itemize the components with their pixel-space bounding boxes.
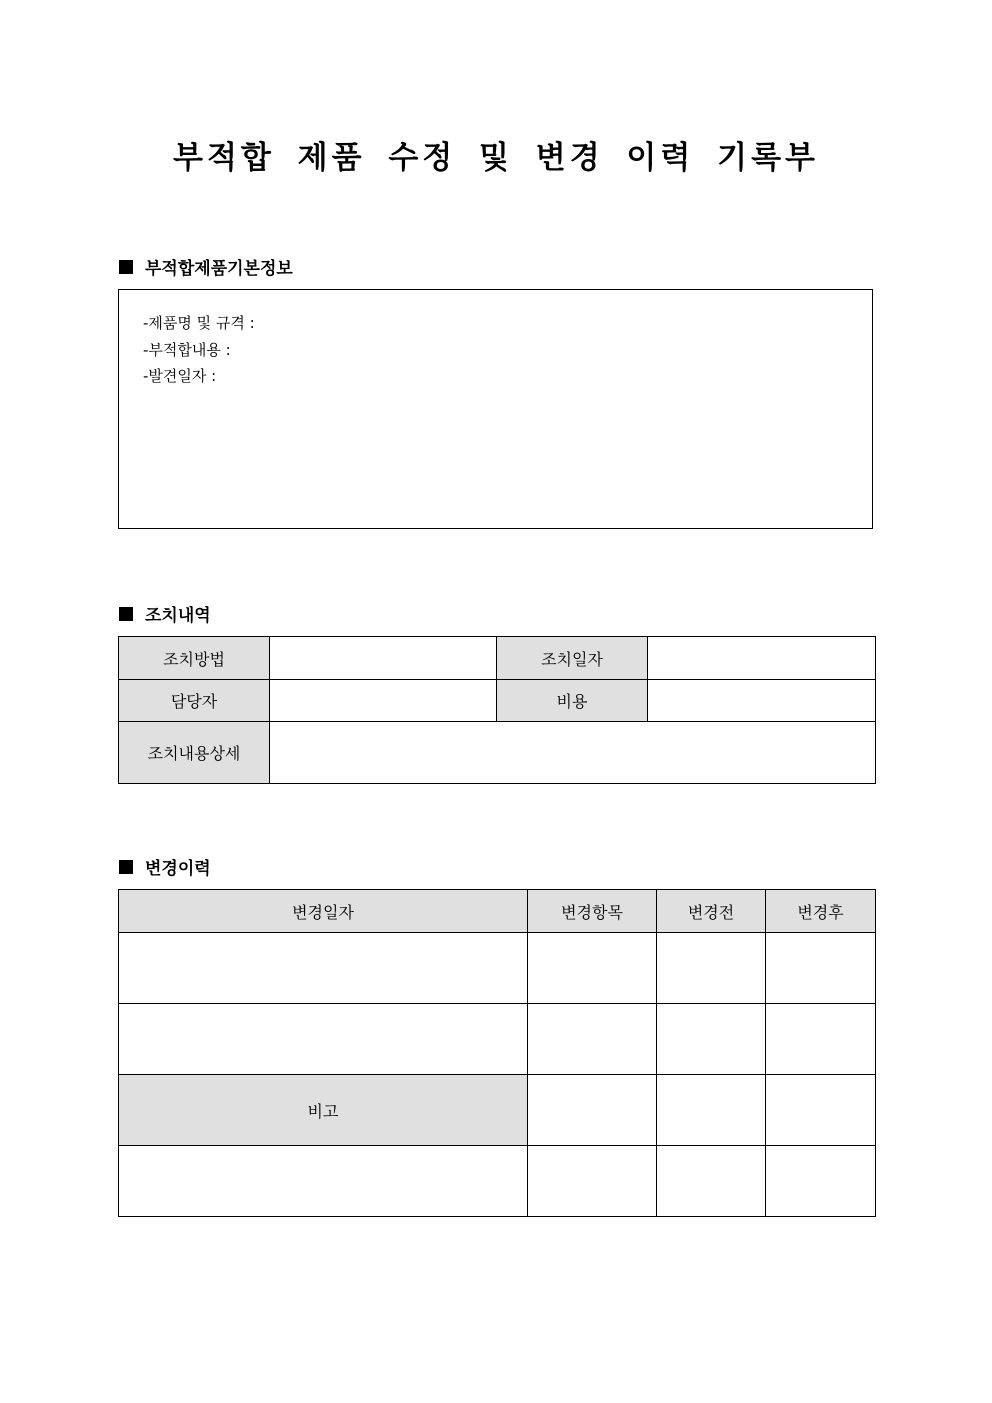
table-cell[interactable] — [528, 1075, 657, 1146]
table-row — [119, 637, 876, 680]
action-date-cell[interactable] — [648, 637, 876, 680]
table-row — [119, 1075, 876, 1146]
cost-cell[interactable] — [648, 680, 876, 722]
table-row — [119, 722, 876, 784]
table-cell[interactable] — [119, 1004, 528, 1075]
manager-label: 담당자 — [119, 680, 270, 722]
basic-info-lines — [143, 310, 255, 390]
col-header-change-item: 변경항목 — [528, 890, 657, 933]
table-cell[interactable] — [119, 933, 528, 1004]
section-basic-info-heading — [119, 254, 293, 279]
action-table — [118, 636, 876, 784]
table-row — [119, 680, 876, 722]
table-cell[interactable] — [528, 1004, 657, 1075]
remark-label: 비고 — [119, 1075, 528, 1146]
table-cell[interactable] — [766, 1146, 876, 1217]
manager-cell[interactable] — [270, 680, 497, 722]
product-name-line: -제품명 및 규격 : — [143, 314, 255, 332]
section-history-heading — [119, 854, 211, 879]
section-history-title: 변경이력 — [145, 859, 211, 879]
table-cell[interactable] — [657, 933, 766, 1004]
action-method-label: 조치방법 — [119, 637, 270, 680]
col-header-before: 변경전 — [657, 890, 766, 933]
col-header-change-date: 변경일자 — [119, 890, 528, 933]
square-bullet-icon — [119, 260, 133, 274]
table-cell[interactable] — [528, 1146, 657, 1217]
action-detail-cell[interactable] — [270, 722, 876, 784]
section-action-title: 조치내역 — [145, 606, 211, 626]
action-detail-label: 조치내용상세 — [119, 722, 270, 784]
table-row — [119, 933, 876, 1004]
action-method-cell[interactable] — [270, 637, 497, 680]
section-basic-info-title: 부적합제품기본정보 — [145, 259, 293, 279]
table-row — [119, 1004, 876, 1075]
table-cell[interactable] — [766, 1004, 876, 1075]
basic-info-box[interactable] — [118, 289, 873, 529]
table-cell[interactable] — [119, 1146, 528, 1217]
section-action-heading — [119, 601, 211, 626]
action-date-label: 조치일자 — [497, 637, 648, 680]
square-bullet-icon — [119, 860, 133, 874]
table-header-row — [119, 890, 876, 933]
table-cell[interactable] — [528, 933, 657, 1004]
history-table — [118, 889, 876, 1217]
nonconformity-line: -부적합내용 : — [143, 340, 231, 359]
square-bullet-icon — [119, 607, 133, 621]
table-cell[interactable] — [766, 933, 876, 1004]
table-cell[interactable] — [766, 1075, 876, 1146]
table-cell[interactable] — [657, 1075, 766, 1146]
col-header-after: 변경후 — [766, 890, 876, 933]
discovery-date-line: -발견일자 : — [143, 367, 217, 385]
table-cell[interactable] — [657, 1004, 766, 1075]
table-row — [119, 1146, 876, 1217]
document-title: 부적합 제품 수정 및 변경 이력 기록부 — [173, 140, 819, 176]
table-cell[interactable] — [657, 1146, 766, 1217]
cost-label: 비용 — [497, 680, 648, 722]
